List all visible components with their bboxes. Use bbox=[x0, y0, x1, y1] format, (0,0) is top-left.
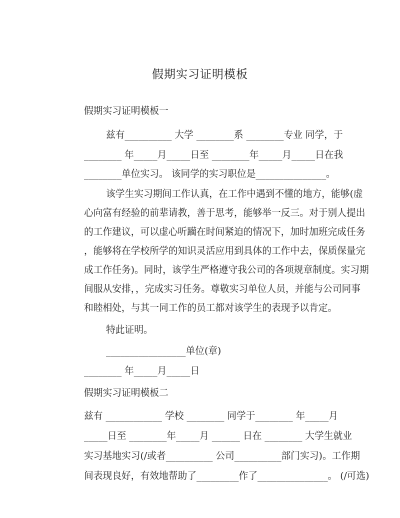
section1-paragraph-line-1: 该学生实习期间工作认真，在工作中遇到不懂的地方，能够(虚 bbox=[106, 189, 363, 200]
date-line: ________ 年_____月_____日 bbox=[84, 366, 200, 377]
section1-paragraph-line-6: 间服从安排，，完成实习任务。尊敬实习单位人员，并能与公司同事 bbox=[84, 284, 361, 295]
section2-line-1: 兹有 ____________ 学校 ________ 同学于________ 年_____月 bbox=[84, 411, 338, 422]
section1-line-1: 兹有__________ 大学 ________系 ________专业 同学，于 bbox=[106, 130, 343, 141]
section1-line-3: ________单位实习。 该同学的实习职位是_______________。 bbox=[84, 169, 336, 180]
section1-paragraph-line-7: 和睦相处，与其一同工作的员工都对该学生的表现予以肯定。 bbox=[84, 303, 338, 314]
document-title: 假期实习证明模板 bbox=[152, 67, 248, 81]
signature-line: _________________单位(章) bbox=[106, 346, 222, 357]
section1-heading: 假期实习证明模板一 bbox=[84, 106, 169, 117]
section1-paragraph-line-3: 的工作建议，可以虚心听躏在时间紧迫的情况下，加时加班完成任务 bbox=[84, 227, 366, 238]
section1-line-2: ________ 年_____月_____日至 ________年_____月_____日在我 bbox=[84, 150, 344, 161]
section2-line-4: 间表现良好，有效地帮助了_________作了_______________。 (/可选) bbox=[84, 471, 370, 482]
section1-paragraph-line-5: 成工作任务)。同时，该学生严格遵守我公司的各项规章制度。实习期 bbox=[84, 265, 369, 276]
section2-line-2: _____日至 ________年_____月 ______ 日在 ________ 大学生就业 bbox=[84, 431, 353, 442]
section2-line-3: 实习基地实习(/或者__________ 公司__________部门实习)。工作期 bbox=[84, 451, 360, 462]
section2-heading: 假期实习证明模板二 bbox=[84, 388, 169, 399]
section1-paragraph-line-4: ，能够将在学校所学的知识灵活应用到具体的工作中去，保质保量完 bbox=[84, 246, 366, 257]
closing-text: 特此证明。 bbox=[106, 325, 153, 336]
section1-paragraph-line-2: 心向富有经验的前辈请教，善于思考，能够举一反三。对于别人提出 bbox=[84, 208, 366, 219]
